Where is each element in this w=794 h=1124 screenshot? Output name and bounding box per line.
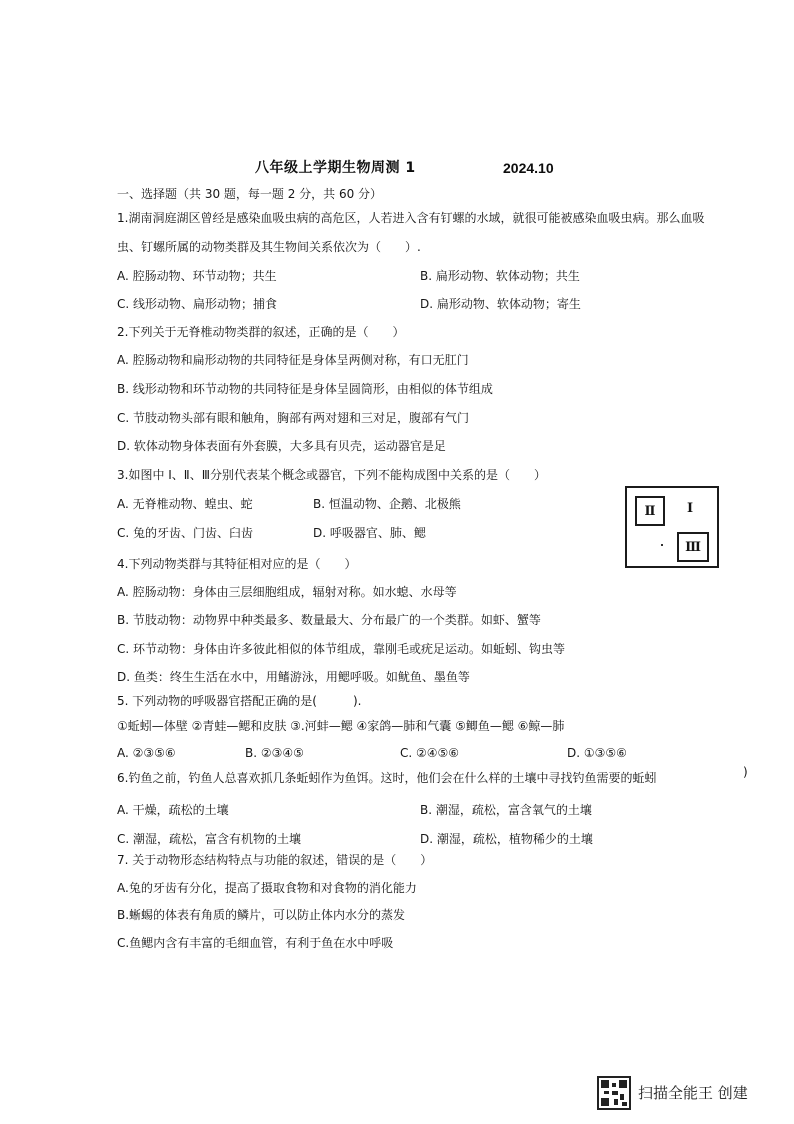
q1-stem-line2: 虫、钉螺所属的动物类群及其生物间关系依次为（ ）.: [117, 240, 421, 254]
q5-option-b: B. ②③④⑤: [245, 746, 304, 760]
q2-option-d: D. 软体动物身体表面有外套膜，大多具有贝壳，运动器官是足: [117, 439, 446, 453]
page-title: 八年级上学期生物周测 1: [255, 160, 416, 176]
diagram-label-ii: Ⅱ: [644, 503, 656, 519]
diagram-label-iii: Ⅲ: [685, 539, 701, 555]
q3-option-c: C. 兔的牙齿、门齿、臼齿: [117, 526, 254, 540]
q6-option-c: C. 潮湿，疏松，富含有机物的土壤: [117, 832, 302, 846]
q1-option-a: A. 腔肠动物、环节动物；共生: [117, 269, 277, 283]
q5-option-d: D. ①③⑤⑥: [567, 746, 627, 760]
q4-stem: 4.下列动物类群与其特征相对应的是（ ）: [117, 557, 357, 571]
q2-stem: 2.下列关于无脊椎动物类群的叙述，正确的是（ ）: [117, 325, 405, 339]
q4-option-d: D. 鱼类：终生生活在水中，用鳍游泳，用鳃呼吸。如鱿鱼、墨鱼等: [117, 670, 470, 684]
q6-stem: 6.钓鱼之前，钓鱼人总喜欢抓几条蚯蚓作为鱼饵。这时，他们会在什么样的土壤中寻找钓鱼需要的蚯蚓: [117, 771, 657, 785]
q2-option-c: C. 节肢动物头部有眼和触角，胸部有两对翅和三对足，腹部有气门: [117, 411, 470, 425]
concept-diagram: [625, 486, 719, 568]
page-date: 2024.10: [503, 160, 554, 176]
q1-option-b: B. 扁形动物、软体动物；共生: [420, 269, 580, 283]
q5-pairs: ①蚯蚓—体壁 ②青蛙—鳃和皮肤 ③.河蚌—鳃 ④家鸽—肺和气囊 ⑤鲫鱼—鳃 ⑥鲸—肺: [117, 719, 565, 733]
q6-option-d: D. 潮湿，疏松，植物稀少的土壤: [420, 832, 593, 846]
q2-option-b: B. 线形动物和环节动物的共同特征是身体呈圆筒形，由相似的体节组成: [117, 382, 493, 396]
q3-option-a: A. 无脊椎动物、蝗虫、蛇: [117, 497, 253, 511]
q4-option-c: C. 环节动物：身体由许多彼此相似的体节组成，靠刚毛或疣足运动。如蚯蚓、钩虫等: [117, 642, 566, 656]
q5-option-c: C. ②④⑤⑥: [400, 746, 460, 760]
scanner-watermark-text: 扫描全能王 创建: [638, 1084, 748, 1102]
q5-option-a: A. ②③⑤⑥: [117, 746, 176, 760]
q4-option-a: A. 腔肠动物：身体由三层细胞组成，辐射对称。如水螅、水母等: [117, 585, 457, 599]
q1-stem-line1: 1.湖南洞庭湖区曾经是感染血吸虫病的高危区，人若进入含有钉螺的水域，就很可能被感染血吸虫病。那么血吸: [117, 211, 705, 225]
q7-option-a: A.兔的牙齿有分化，提高了摄取食物和对食物的消化能力: [117, 881, 417, 895]
q3-option-d: D. 呼吸器官、肺、鳃: [313, 526, 426, 540]
scan-speck: [661, 544, 663, 546]
q6-option-b: B. 潮湿，疏松，富含氧气的土壤: [420, 803, 592, 817]
q6-option-a: A. 干燥，疏松的土壤: [117, 803, 229, 817]
q2-option-a: A. 腔肠动物和扁形动物的共同特征是身体呈两侧对称，有口无肛门: [117, 353, 469, 367]
q5-stem: 5. 下列动物的呼吸器官搭配正确的是( ).: [117, 694, 362, 708]
q1-option-d: D. 扁形动物、软体动物；寄生: [420, 297, 581, 311]
q3-stem: 3.如图中 Ⅰ、Ⅱ、Ⅲ分别代表某个概念或器官，下列不能构成图中关系的是（ ）: [117, 468, 546, 482]
q7-option-b: B.蜥蜴的体表有角质的鳞片，可以防止体内水分的蒸发: [117, 908, 406, 922]
q7-option-c: C.鱼鳃内含有丰富的毛细血管，有利于鱼在水中呼吸: [117, 936, 394, 950]
q7-stem: 7. 关于动物形态结构特点与功能的叙述，错误的是（ ）: [117, 853, 433, 867]
diagram-label-i: Ⅰ: [687, 501, 694, 516]
q6-stem-paren: ): [743, 765, 748, 779]
section-heading: 一、选择题（共 30 题，每一题 2 分，共 60 分）: [117, 187, 383, 201]
qr-code-icon: [597, 1076, 631, 1110]
diagram-box-ii: [635, 496, 665, 526]
q4-option-b: B. 节肢动物：动物界中种类最多、数量最大、分布最广的一个类群。如虾、蟹等: [117, 613, 541, 627]
q1-option-c: C. 线形动物、扁形动物；捕食: [117, 297, 278, 311]
q3-option-b: B. 恒温动物、企鹅、北极熊: [313, 497, 461, 511]
diagram-box-iii: [677, 532, 709, 562]
